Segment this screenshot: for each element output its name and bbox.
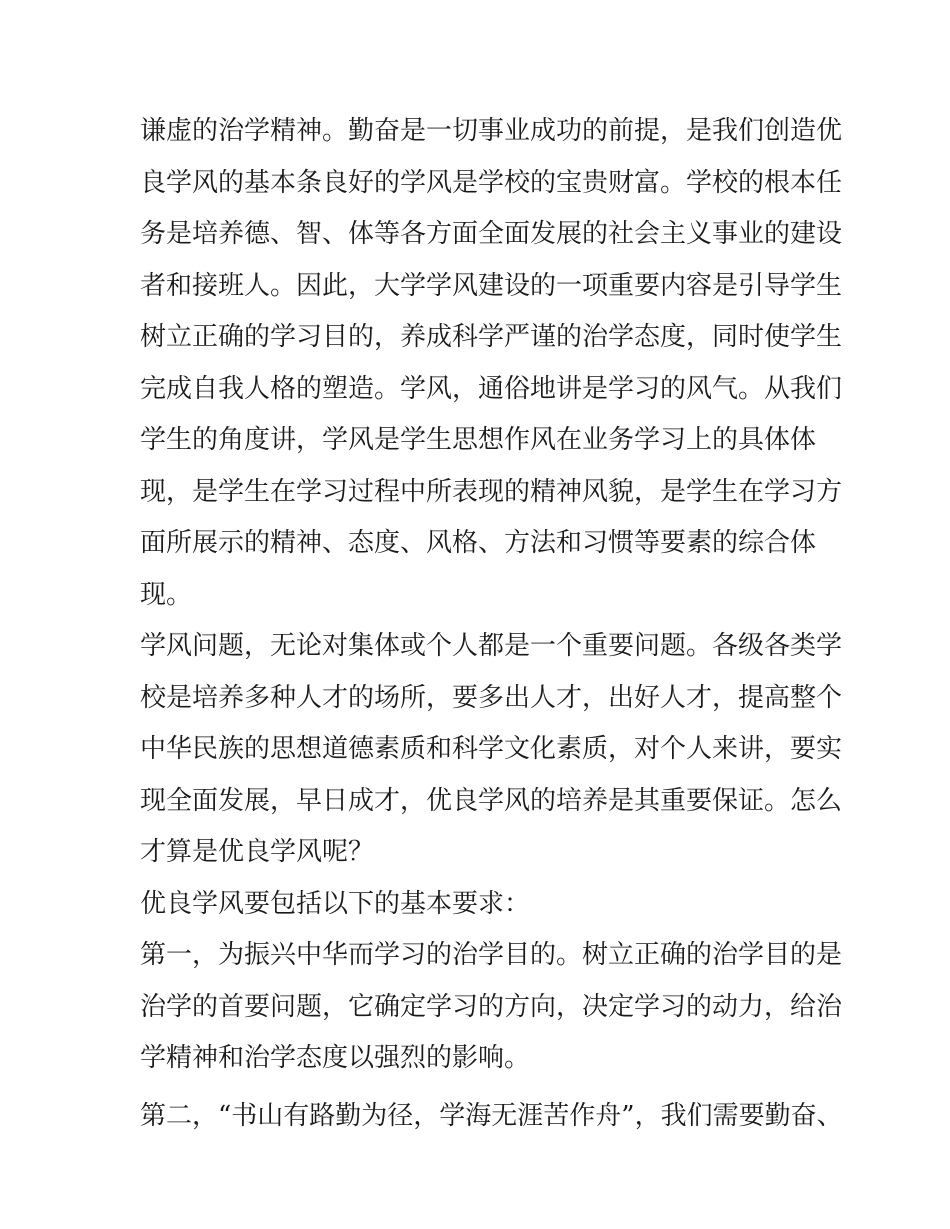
text-line: 第一，为振兴中华而学习的治学目的。树立正确的治学目的是 xyxy=(140,940,843,970)
paragraph-2 xyxy=(140,621,843,879)
text-line: 现，是学生在学习过程中所表现的精神风貌，是学生在学习方 xyxy=(140,476,843,507)
text-line: 才算是优良学风呢？ xyxy=(140,837,375,867)
text-line: 谦虚的治学精神。勤奋是一切事业成功的前提，是我们创造优 xyxy=(140,116,843,146)
text-line: 学风问题，无论对集体或个人都是一个重要问题。各级各类学 xyxy=(140,631,843,661)
text-line: 树立正确的学习目的，养成科学严谨的治学态度，同时使学生 xyxy=(140,322,843,352)
paragraph-5 xyxy=(140,1091,843,1143)
paragraph-1 xyxy=(140,106,843,621)
text-line: 现全面发展，早日成才，优良学风的培养是其重要保证。怎么 xyxy=(140,785,843,816)
paragraph-3 xyxy=(140,879,820,931)
text-line: 务是培养德、智、体等各方面全面发展的社会主义事业的建设 xyxy=(140,219,843,249)
text-line: 学生的角度讲，学风是学生思想作风在业务学习上的具体体 xyxy=(140,425,817,455)
text-line: 治学的首要问题，它确定学习的方向，决定学习的动力，给治 xyxy=(140,991,843,1022)
paragraph-4 xyxy=(140,930,843,1085)
text-line: 第二，“书山有路勤为径，学海无涯苦作舟”，我们需要勤奋、 xyxy=(140,1100,843,1131)
text-line: 学精神和治学态度以强烈的影响。 xyxy=(140,1043,531,1073)
text-line: 面所展示的精神、态度、风格、方法和习惯等要素的综合体 xyxy=(140,528,817,558)
text-line: 现。 xyxy=(140,579,193,610)
text-line: 校是培养多种人才的场所，要多出人才，出好人才，提高整个 xyxy=(140,682,843,713)
text-line: 中华民族的思想道德素质和科学文化素质，对个人来讲，要实 xyxy=(140,734,843,764)
text-line: 完成自我人格的塑造。学风，通俗地讲是学习的风气。从我们 xyxy=(140,373,843,404)
text-line: 优良学风要包括以下的基本要求： xyxy=(140,888,531,919)
text-line: 者和接班人。因此，大学学风建设的一项重要内容是引导学生 xyxy=(140,270,843,301)
document-body xyxy=(140,106,843,1142)
text-line: 良学风的基本条良好的学风是学校的宝贵财富。学校的根本任 xyxy=(140,167,843,198)
